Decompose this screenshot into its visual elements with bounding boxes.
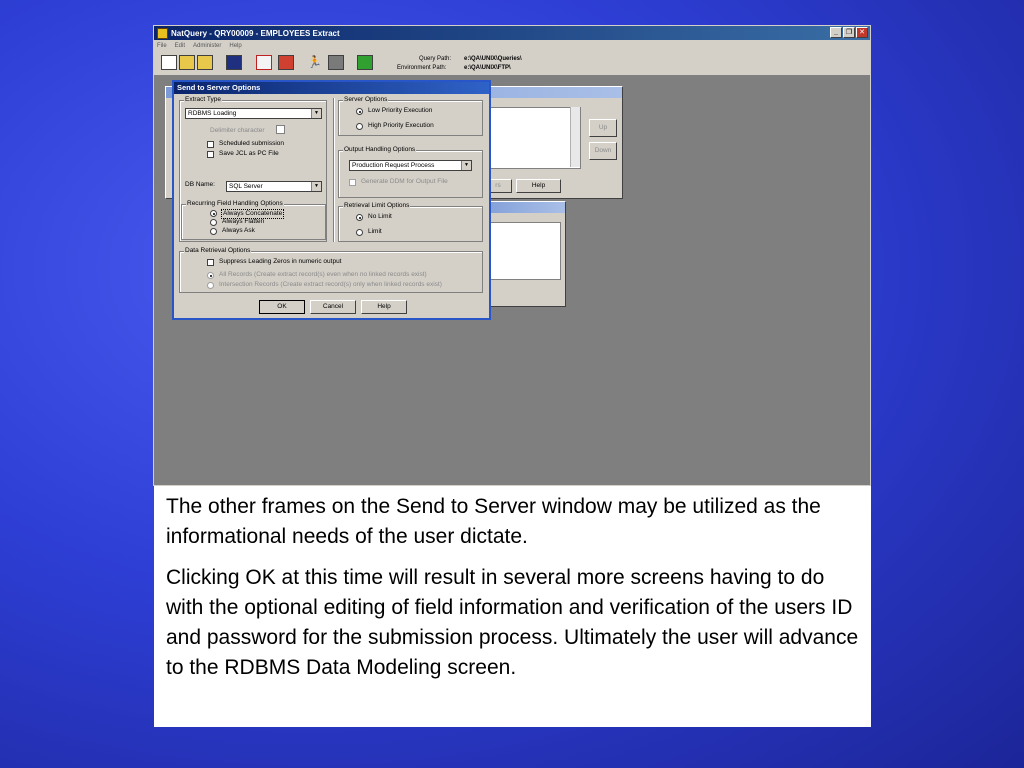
menu-bar [154, 40, 870, 51]
menu-administer[interactable]: Administer [193, 42, 222, 49]
scheduled-submission-checkbox[interactable] [207, 141, 214, 148]
always-flatten-radio[interactable] [210, 219, 217, 226]
always-concatenate-radio[interactable] [210, 210, 217, 217]
minimize-icon[interactable]: _ [830, 27, 842, 38]
query-path-label: Query Path: [419, 56, 452, 62]
menu-edit[interactable]: Edit [174, 42, 186, 49]
generate-ddm-label: Generate DDM for Output File [361, 178, 448, 185]
new-document-icon[interactable] [161, 55, 177, 70]
up-button[interactable]: Up [589, 119, 617, 137]
always-concatenate-label: Always Concatenate [223, 210, 283, 217]
delimiter-character-field[interactable] [276, 125, 285, 134]
recurring-field-group [181, 200, 326, 240]
server-options-legend: Server Options [344, 96, 388, 103]
high-priority-radio[interactable] [356, 123, 363, 130]
down-button[interactable]: Down [589, 142, 617, 160]
generate-ddm-checkbox[interactable] [349, 179, 356, 186]
db-name-label: DB Name: [185, 181, 215, 188]
save-jcl-label: Save JCL as PC File [219, 150, 279, 157]
restore-icon[interactable]: ❐ [843, 27, 855, 38]
menu-file[interactable]: File [157, 42, 167, 49]
high-priority-label: High Priority Execution [368, 122, 434, 129]
low-priority-radio[interactable] [356, 108, 363, 115]
chevron-down-icon: ▼ [461, 161, 471, 170]
no-limit-radio[interactable] [356, 214, 363, 221]
menu-help[interactable]: Help [229, 42, 242, 49]
chevron-down-icon: ▼ [311, 109, 321, 118]
data-retrieval-legend: Data Retrieval Options [185, 247, 251, 254]
always-ask-radio[interactable] [210, 228, 217, 235]
vertical-divider [333, 98, 335, 242]
send-icon[interactable] [328, 55, 344, 70]
output-handling-select[interactable] [349, 160, 472, 171]
low-priority-label: Low Priority Execution [368, 107, 433, 114]
no-limit-label: No Limit [368, 213, 392, 220]
list-scrollbar[interactable] [570, 107, 580, 167]
data-retrieval-group [179, 247, 483, 293]
cancel-button[interactable]: Cancel [310, 300, 356, 314]
output-handling-group [338, 146, 483, 198]
run-icon[interactable]: 🏃 [307, 55, 322, 69]
close-icon[interactable]: ✕ [856, 27, 868, 38]
retrieval-limit-legend: Retrieval Limit Options [344, 202, 410, 209]
always-ask-label: Always Ask [222, 227, 255, 234]
always-flatten-label: Always Flatten [222, 218, 265, 225]
app-icon [157, 28, 168, 39]
folder-icon[interactable] [197, 55, 213, 70]
open-folder-icon[interactable] [179, 55, 195, 70]
intersection-records-radio[interactable] [207, 282, 214, 289]
help-button[interactable]: Help [361, 300, 407, 314]
retrieval-limit-group [338, 202, 483, 242]
environment-path-value: e:\QA\UNIX\FTP\ [464, 65, 511, 71]
send-to-server-options-dialog [172, 80, 491, 320]
output-handling-value: Production Request Process [352, 162, 435, 169]
intersection-records-label: Intersection Records (Create extract record(s) only when linked records exist) [219, 281, 442, 288]
scheduled-submission-label: Scheduled submission [219, 140, 285, 147]
suppress-leading-zeros-checkbox[interactable] [207, 259, 214, 266]
db-name-value: SQL Server [229, 183, 263, 190]
recurring-field-legend: Recurring Field Handling Options [187, 200, 283, 207]
extract-type-select[interactable] [185, 108, 322, 119]
records-icon[interactable] [278, 55, 294, 70]
ok-button[interactable]: OK [259, 300, 305, 314]
save-jcl-checkbox[interactable] [207, 151, 214, 158]
dialog-title: Send to Server Options [174, 82, 489, 94]
extract-type-value: RDBMS Loading [188, 110, 237, 117]
slide-note [154, 486, 871, 727]
app-title: NatQuery - QRY00009 - EMPLOYEES Extract [171, 28, 340, 38]
server-options-group [338, 96, 483, 136]
suppress-leading-zeros-label: Suppress Leading Zeros in numeric output [219, 258, 342, 265]
output-handling-legend: Output Handling Options [344, 146, 416, 153]
partial-button[interactable]: rs [484, 179, 512, 193]
note-paragraph-2: Clicking OK at this time will result in several more screens having to do with the optional editing of field information and verification of the users ID and password for the submission process. Ultimately the user will advance to the RDBMS Data Modeling screen. [166, 566, 859, 679]
help-button-background[interactable]: Help [516, 179, 561, 193]
field-list-box[interactable] [484, 107, 581, 169]
limit-radio[interactable] [356, 229, 363, 236]
note-paragraph-1: The other frames on the Send to Server window may be utilized as the informational needs of the user dictate. [166, 495, 821, 548]
toolbar [154, 51, 870, 76]
all-records-label: All Records (Create extract record(s) even when no linked records exist) [219, 271, 427, 278]
app-titlebar [154, 26, 870, 40]
environment-path-label: Environment Path: [397, 65, 447, 71]
report-icon[interactable] [256, 55, 272, 70]
secondary-list-box[interactable] [487, 222, 561, 280]
all-records-radio[interactable] [207, 272, 214, 279]
chevron-down-icon: ▼ [311, 182, 321, 191]
save-icon[interactable] [226, 55, 242, 70]
query-path-value: e:\QA\UNIX\Queries\ [464, 56, 522, 62]
db-name-select[interactable] [226, 181, 322, 192]
extract-type-legend: Extract Type [185, 96, 222, 103]
limit-label: Limit [368, 228, 382, 235]
delimiter-character-label: Delimiter character [210, 127, 265, 134]
send-to-server-icon[interactable] [357, 55, 373, 70]
